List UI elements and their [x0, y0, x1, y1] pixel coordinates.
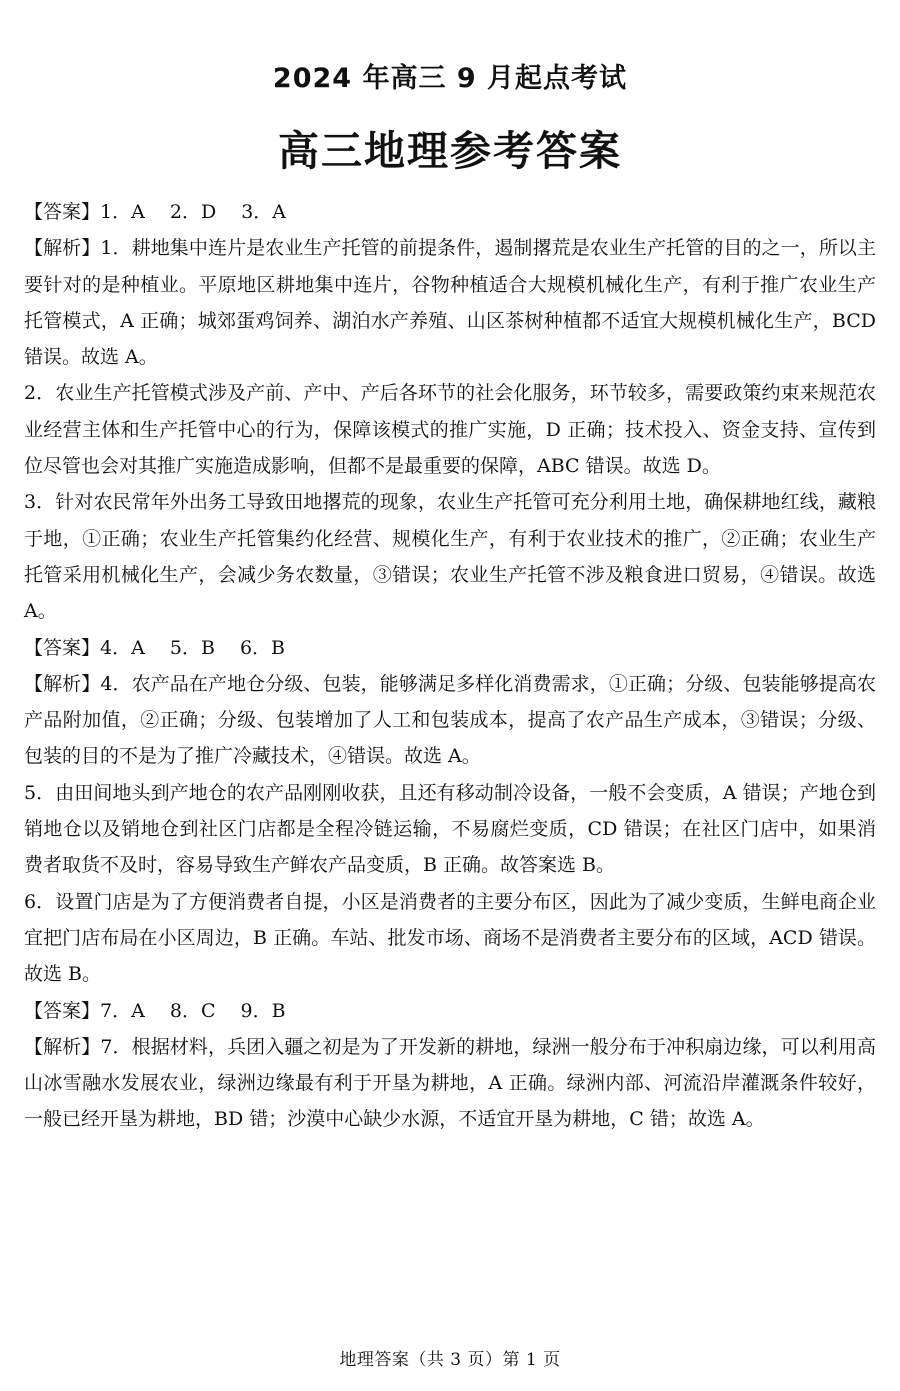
answer-content — [24, 194, 876, 1138]
analysis-q7: 【解析】7．根据材料，兵团入疆之初是为了开发新的耕地，绿洲一般分布于冲积扇边缘，可以利用高山冰雪融水发展农业，绿洲边缘最有利于开垦为耕地，A 正确。绿洲内部、河流沿岸灌溉条件较好，一般已经开垦为耕地，BD 错；沙漠中心缺少水源，不适宜开垦为耕地，C 错；故选 A。 — [24, 1035, 876, 1131]
answer-line-q4-6: 【答案】4．A 5．B 6．B — [24, 636, 285, 659]
analysis-q5: 5．由田间地头到产地仓的农产品刚刚收获，且还有移动制冷设备，一般不会变质，A 错误；产地仓到销地仓以及销地仓到社区门店都是全程冷链运输，不易腐烂变质，CD 错误；在社区门店中，如果消费者取货不及时，容易导致生产鲜农产品变质，B 正确。故答案选 B。 — [24, 781, 876, 877]
answer-line-q7-9: 【答案】7．A 8．C 9．B — [24, 999, 286, 1022]
analysis-q3: 3．针对农民常年外出务工导致田地撂荒的现象，农业生产托管可充分利用土地，确保耕地红线，藏粮于地，①正确；农业生产托管集约化经营、规模化生产，有利于农业技术的推广，②正确；农业生产托管采用机械化生产，会减少务农数量，③错误；农业生产托管不涉及粮食进口贸易，④错误。故选 A。 — [24, 491, 876, 623]
analysis-q4: 【解析】4．农产品在产地仓分级、包装，能够满足多样化消费需求，①正确；分级、包装能够提高农产品附加值，②正确；分级、包装增加了人工和包装成本，提高了农产品生产成本，③错误；分级、包装的目的不是为了推广冷藏技术，④错误。故选 A。 — [24, 672, 876, 768]
analysis-q6: 6．设置门店是为了方便消费者自提，小区是消费者的主要分布区，因此为了减少变质，生鲜电商企业宜把门店布局在小区周边，B 正确。车站、批发市场、商场不是消费者主要分布的区域，ACD 错误。故选 B。 — [24, 890, 876, 986]
document-title: 高三地理参考答案 — [278, 127, 622, 175]
page-footer: 地理答案（共 3 页）第 1 页 — [339, 1350, 561, 1370]
answer-line-q1-3: 【答案】1．A 2．D 3．A — [24, 201, 287, 223]
analysis-q1: 【解析】1．耕地集中连片是农业生产托管的前提条件，遏制撂荒是农业生产托管的目的之一，所以主要针对的是种植业。平原地区耕地集中连片，谷物种植适合大规模机械化生产，有利于推广农业生产托管模式，A 正确；城郊蛋鸡饲养、湖泊水产养殖、山区茶树种植都不适宜大规模机械化生产，BCD 错误。故选 A。 — [24, 237, 876, 369]
exam-title: 2024 年高三 9 月起点考试 — [272, 63, 628, 94]
analysis-q2: 2．农业生产托管模式涉及产前、产中、产后各环节的社会化服务，环节较多，需要政策约束来规范农业经营主体和生产托管中心的行为，保障该模式的推广实施，D 正确；技术投入、资金支持、宣传到位尽管也会对其推广实施造成影响，但都不是最重要的保障，ABC 错误。故选 D。 — [24, 382, 876, 478]
